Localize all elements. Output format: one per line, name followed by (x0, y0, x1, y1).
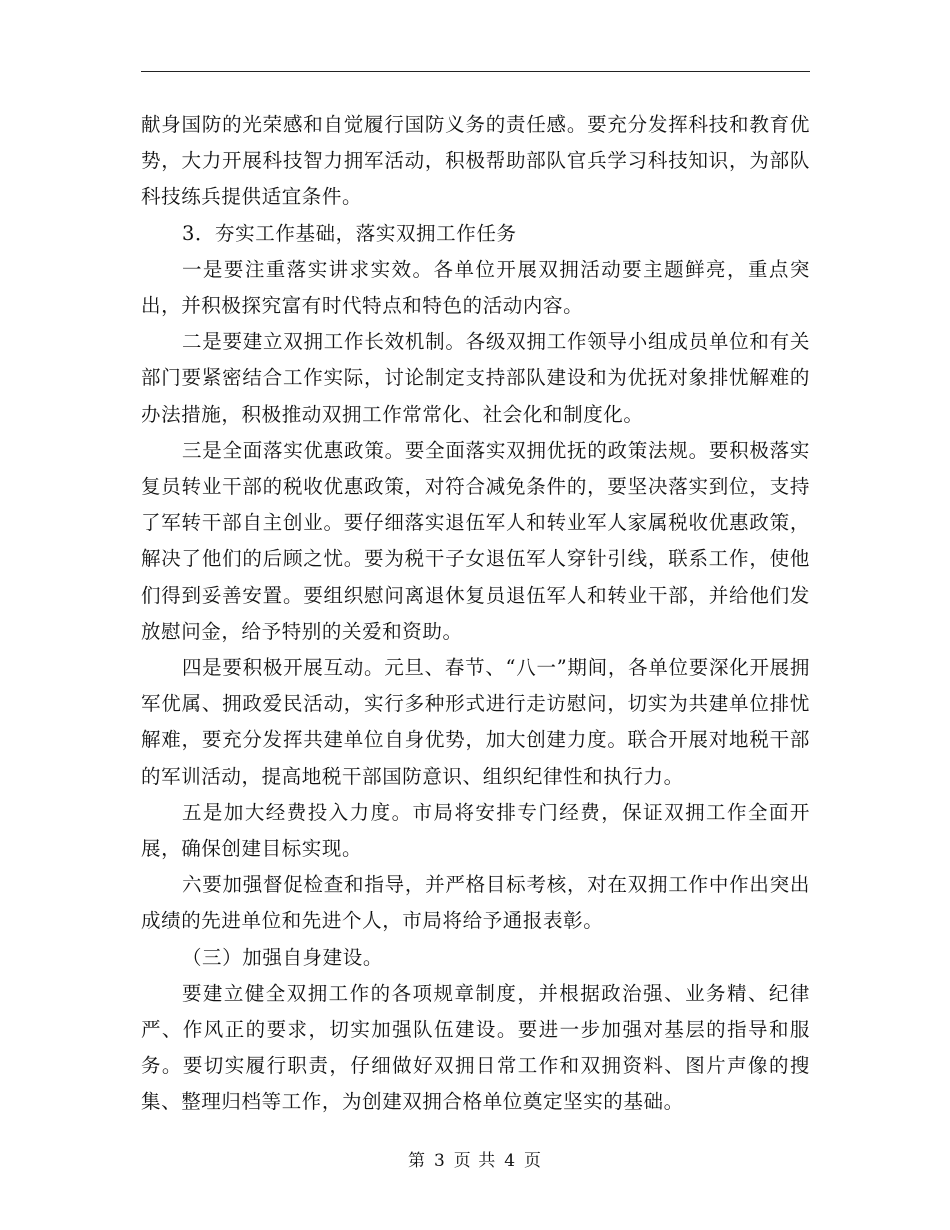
page-footer (0, 1146, 950, 1171)
paragraph-6: 六要加强督促检查和指导，并严格目标考核，对在双拥工作中作出突出成绩的先进单位和先进个人，市局将给予通报表彰。 (141, 873, 810, 933)
page-number: 3 (433, 1151, 446, 1171)
section-heading-3: 3．夯实工作基础，落实双拥工作任务 (181, 221, 517, 245)
paragraph-continuation: 献身国防的光荣感和自觉履行国防义务的责任感。要充分发挥科技和教育优势，大力开展科技智力拥军活动，积极帮助部队官兵学习科技知识，为部队科技练兵提供适宜条件。 (141, 113, 810, 209)
subsection-heading: （三）加强自身建设。 (181, 945, 383, 969)
footer-middle: 页 共 (453, 1151, 497, 1171)
paragraph-2: 二是要建立双拥工作长效机制。各级双拥工作领导小组成员单位和有关部门要紧密结合工作实际，讨论制定支持部队建设和为优抚对象排忧解难的办法措施，积极推动双拥工作常常化、社会化和制度化。 (141, 330, 810, 426)
paragraph-1: 一是要注重落实讲求实效。各单位开展双拥活动要主题鲜亮，重点突出，并积极探究富有时代特点和特色的活动内容。 (141, 257, 810, 318)
paragraph-5: 五是加大经费投入力度。市局将安排专门经费，保证双拥工作全面开展，确保创建目标实现。 (141, 800, 810, 861)
footer-suffix: 页 (524, 1151, 543, 1171)
footer-prefix: 第 (407, 1151, 426, 1171)
document-body (141, 107, 810, 1121)
header-rule (141, 71, 810, 72)
paragraph-self-building: 要建立健全双拥工作的各项规章制度，并根据政治强、业务精、纪律严、作风正的要求，切实加强队伍建设。要进一步加强对基层的指导和服务。要切实履行职责，仔细做好双拥日常工作和双拥资料、图片声像的搜集、整理归档等工作，为创建双拥合格单位奠定坚实的基础。 (141, 981, 810, 1114)
paragraph-4: 四是要积极开展互动。元旦、春节、“八一”期间，各单位要深化开展拥军优属、拥政爱民活动，实行多种形式进行走访慰问，切实为共建单位排忧解难，要充分发挥共建单位自身优势，加大创建力度。联合开展对地税干部的军训活动，提高地税干部国防意识、组织纪律性和执行力。 (141, 656, 810, 788)
paragraph-3: 三是全面落实优惠政策。要全面落实双拥优抚的政策法规。要积极落实复员转业干部的税收优惠政策，对符合减免条件的，要坚决落实到位，支持了军转干部自主创业。要仔细落实退伍军人和转业军人家属税收优惠政策，解决了他们的后顾之忧。要为税干子女退伍军人穿针引线，联系工作，使他们得到妥善安置。要组织慰问离退休复员退伍军人和转业干部，并给他们发放慰问金，给予特别的关爱和资助。 (141, 438, 810, 643)
page-total: 4 (504, 1151, 517, 1171)
